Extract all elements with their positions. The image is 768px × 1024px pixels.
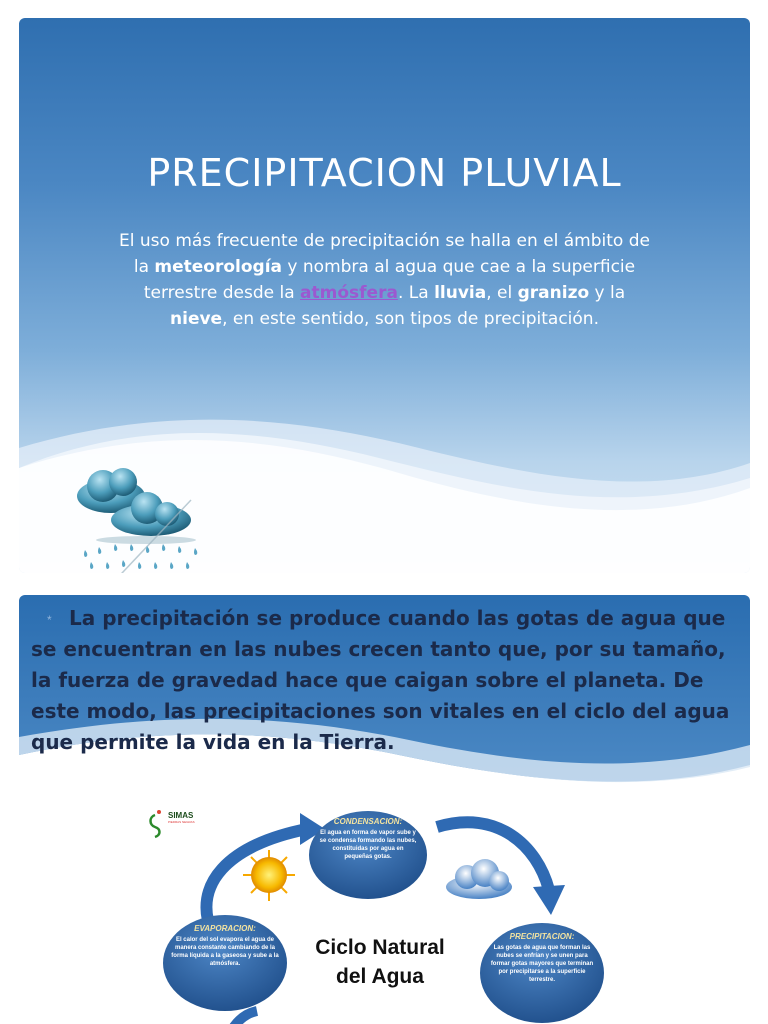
condensacion-heading: CONDENSACION:	[333, 817, 403, 826]
term-meteorologia: meteorología	[154, 257, 283, 277]
slide-title: PRECIPITACION PLUVIAL	[147, 151, 622, 195]
rain-cloud-icon	[61, 458, 201, 573]
precipitacion-text: Las gotas de agua que forman las nubes se enfrían y se unen para formar gotas mayores que terminan por precipitarse a la superficie terrestre.	[490, 945, 594, 983]
diagram-title-line2: del Agua	[336, 965, 424, 988]
evaporacion-heading: EVAPORACION:	[194, 924, 256, 933]
sun-icon	[243, 850, 295, 901]
simas-logo-text: SIMAS	[168, 811, 194, 820]
term-granizo: granizo	[517, 283, 590, 303]
subtitle-text: . La	[397, 283, 435, 303]
content-slide	[19, 595, 750, 1024]
simas-logo-subtext: PIEDRAS NEGRAS	[168, 820, 195, 824]
simas-logo	[151, 810, 162, 837]
evaporacion-text: El calor del sol evapora el agua de manera constante cambiando de la forma líquida a la gaseosa y sube a la atmósfera.	[171, 937, 279, 967]
diagram-title-line1: Ciclo Natural	[315, 936, 445, 959]
diagram-title	[310, 933, 450, 991]
water-cycle-diagram	[137, 805, 617, 1024]
atmosfera-link[interactable]: atmósfera	[300, 283, 398, 303]
condensacion-text: El agua en forma de vapor sube y se condensa formando las nubes, constituidas por agua en pequeñas gotas.	[319, 830, 417, 860]
subtitle-text: El uso más frecuente de precipitación se halla en el ámbito de la	[119, 231, 650, 277]
subtitle-text: , en este sentido, son tipos de precipitación.	[222, 309, 599, 329]
subtitle-text: , el	[486, 283, 518, 303]
term-nieve: nieve	[170, 309, 223, 329]
subtitle-text: y nombra al agua que cae a la superficie terrestre desde la	[143, 257, 636, 303]
body-paragraph: La precipitación se produce cuando las gotas de agua que se encuentran en las nubes crecen tanto que, por su tamaño, la fuerza de gravedad hace que caigan sobre el planeta. De este modo, las precipitaciones son vitales en el ciclo del agua que permite la vida en la Tierra.	[31, 606, 730, 754]
term-lluvia: lluvia	[434, 283, 487, 303]
cloud-icon	[446, 859, 512, 899]
slide-subtitle	[114, 228, 655, 332]
title-slide	[19, 18, 750, 573]
bullet-marker: *	[47, 613, 52, 627]
precipitacion-heading: PRECIPITACION:	[509, 932, 575, 941]
subtitle-text: y la	[589, 283, 626, 303]
